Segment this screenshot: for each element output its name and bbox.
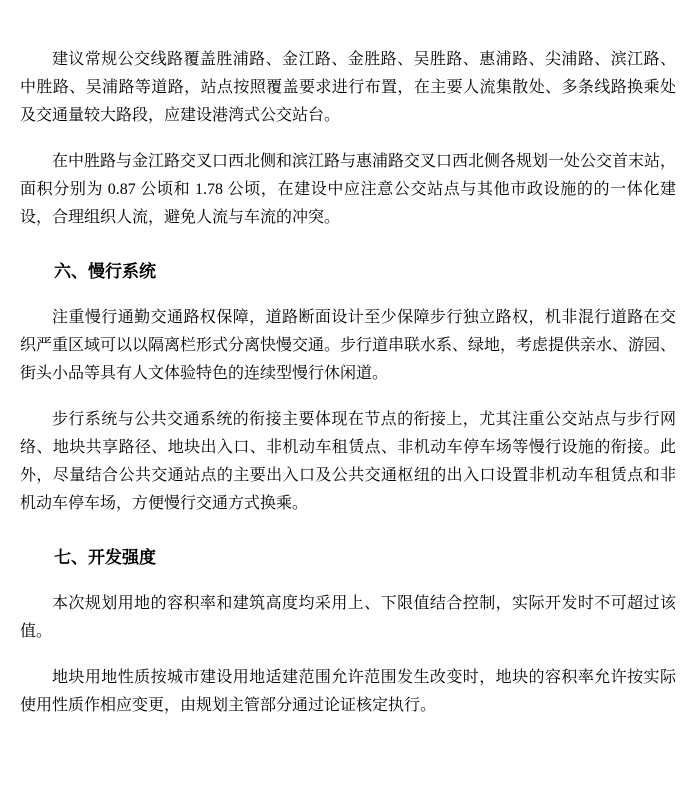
paragraph-line: 本次规划用地的容积率和建筑高度均采用上、下限值结合控制，实际开发时不可超过该 xyxy=(52,595,676,612)
section-heading-development-intensity: 七、开发强度 xyxy=(54,548,156,567)
paragraph-line: 外，尽量结合公共交通站点的主要出入口及公共交通枢纽的出入口设置非机动车租赁点和非 xyxy=(20,467,676,484)
paragraph-line: 在中胜路与金江路交叉口西北侧和滨江路与惠浦路交叉口西北侧各规划一处公交首末站， xyxy=(52,153,677,170)
paragraph-line: 地块用地性质按城市建设用地适建范围允许范围发生改变时，地块的容积率允许按实际 xyxy=(52,669,676,686)
section-heading-slow-traffic: 六、慢行系统 xyxy=(54,262,156,281)
paragraph-line: 注重慢行通勤交通路权保障，道路断面设计至少保障步行独立路权，机非混行道路在交 xyxy=(52,309,676,326)
paragraph-line: 街头小品等具有人文体验特色的连续型慢行休闲道。 xyxy=(20,365,389,382)
paragraph-slow-traffic-rights xyxy=(20,304,676,388)
paragraph-line: 使用性质作相应变更，由规划主管部分通过论证核定执行。 xyxy=(20,697,437,714)
paragraph-line: 机动车停车场，方便慢行交通方式换乘。 xyxy=(20,495,309,512)
paragraph-bus-routes xyxy=(20,46,676,130)
paragraph-line: 建议常规公交线路覆盖胜浦路、金江路、金胜路、吴胜路、惠浦路、尖浦路、滨江路、 xyxy=(52,51,676,68)
paragraph-land-use-change xyxy=(20,664,676,720)
paragraph-line: 络、地块共享路径、地块出入口、非机动车租赁点、非机动车停车场等慢行设施的衔接。此 xyxy=(20,439,676,456)
paragraph-bus-terminals xyxy=(20,148,676,232)
paragraph-far-height-control xyxy=(20,590,676,646)
paragraph-line: 及交通量较大路段，应建设港湾式公交站台。 xyxy=(20,107,341,124)
paragraph-line: 步行系统与公共交通系统的衔接主要体现在节点的衔接上，尤其注重公交站点与步行网 xyxy=(52,411,676,428)
paragraph-line: 设，合理组织人流，避免人流与车流的冲突。 xyxy=(20,209,341,226)
paragraph-pedestrian-transit-connection xyxy=(20,406,676,518)
paragraph-line: 值。 xyxy=(20,623,53,640)
paragraph-line: 中胜路、吴浦路等道路，站点按照覆盖要求进行布置，在主要人流集散处、多条线路换乘处 xyxy=(20,79,676,96)
paragraph-line: 织严重区域可以以隔离栏形式分离快慢交通。步行道串联水系、绿地，考虑提供亲水、游园、 xyxy=(20,337,677,354)
paragraph-line: 面积分别为 0.87 公顷和 1.78 公顷，在建设中应注意公交站点与其他市政设施的的一体化建 xyxy=(20,181,676,198)
